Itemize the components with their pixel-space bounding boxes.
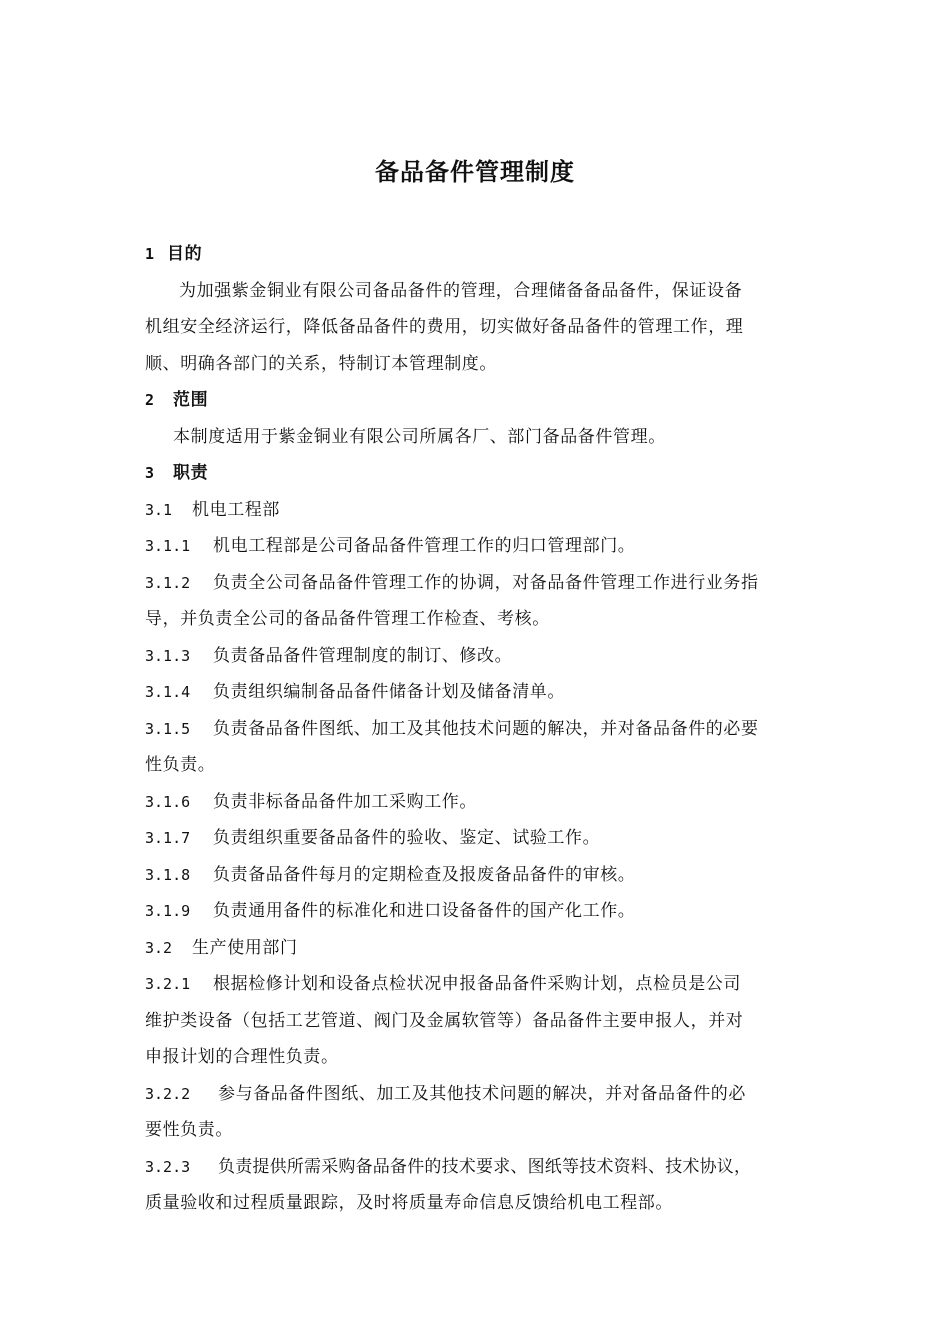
item-number: 3.1.9 bbox=[145, 902, 191, 920]
item-continuation: 性负责。 bbox=[145, 755, 216, 775]
item-text: 负责非标备品备件加工采购工作。 bbox=[213, 791, 477, 812]
item-continuation: 申报计划的合理性负责。 bbox=[145, 1047, 339, 1067]
subsection-heading-production-dept bbox=[145, 930, 813, 967]
subsection-number: 3.2 bbox=[145, 938, 173, 957]
section-heading-responsibilities bbox=[145, 455, 813, 492]
list-item bbox=[145, 857, 813, 894]
section-title: 范围 bbox=[173, 390, 209, 410]
item-number: 3.1.5 bbox=[145, 719, 191, 738]
item-number: 3.1.8 bbox=[145, 865, 191, 884]
item-number: 3.1.2 bbox=[145, 573, 191, 592]
list-item bbox=[145, 638, 813, 675]
subsection-title: 生产使用部门 bbox=[192, 937, 298, 958]
section-number: 1 bbox=[145, 245, 155, 263]
list-item bbox=[145, 820, 813, 857]
item-text: 负责全公司备品备件管理工作的协调，对备品备件管理工作进行业务指 bbox=[213, 572, 759, 593]
item-text: 负责备品备件每月的定期检查及报废备品备件的审核。 bbox=[213, 864, 636, 885]
item-text: 机电工程部是公司备品备件管理工作的归口管理部门。 bbox=[213, 536, 636, 556]
section-number: 3 bbox=[145, 464, 155, 482]
document-title: 备品备件管理制度 bbox=[375, 158, 575, 186]
section-heading-scope bbox=[145, 382, 813, 419]
paragraph-line: 本制度适用于紫金铜业有限公司所属各厂、部门备品备件管理。 bbox=[173, 426, 666, 447]
paragraph-line: 机组安全经济运行，降低备品备件的费用，切实做好备品备件的管理工作，理 bbox=[145, 317, 744, 337]
list-item bbox=[145, 528, 813, 565]
item-text: 参与备品备件图纸、加工及其他技术问题的解决，并对备品备件的必 bbox=[218, 1083, 746, 1104]
list-item bbox=[145, 1076, 813, 1113]
list-item bbox=[145, 674, 813, 711]
item-continuation: 维护类设备（包括工艺管道、阀门及金属软管等）备品备件主要申报人，并对 bbox=[145, 1010, 744, 1031]
item-number: 3.1.6 bbox=[145, 792, 191, 811]
document-body bbox=[145, 236, 813, 1222]
subsection-title: 机电工程部 bbox=[192, 499, 280, 520]
item-text: 负责组织重要备品备件的验收、鉴定、试验工作。 bbox=[213, 828, 601, 848]
item-text: 负责通用备件的标准化和进口设备备件的国产化工作。 bbox=[213, 901, 636, 921]
paragraph-line: 顺、明确各部门的关系，特制订本管理制度。 bbox=[145, 353, 497, 374]
paragraph-line: 为加强紫金铜业有限公司备品备件的管理，合理储备备品备件，保证设备 bbox=[179, 280, 743, 301]
section-title: 目的 bbox=[167, 244, 203, 264]
section-title: 职责 bbox=[173, 463, 209, 483]
list-item bbox=[145, 893, 813, 930]
item-number: 3.1.4 bbox=[145, 683, 191, 701]
subsection-heading-mechanical-dept bbox=[145, 492, 813, 529]
item-text: 负责提供所需采购备品备件的技术要求、图纸等技术资料、技术协议， bbox=[218, 1156, 752, 1177]
section-number: 2 bbox=[145, 391, 155, 409]
list-item bbox=[145, 966, 813, 1003]
subsection-number: 3.1 bbox=[145, 500, 173, 519]
item-text: 负责备品备件图纸、加工及其他技术问题的解决，并对备品备件的必要 bbox=[213, 718, 759, 739]
list-item bbox=[145, 784, 813, 821]
item-number: 3.1.7 bbox=[145, 829, 191, 847]
list-item bbox=[145, 565, 813, 602]
item-text: 根据检修计划和设备点检状况申报备品备件采购计划，点检员是公司 bbox=[213, 974, 741, 994]
item-number: 3.1.3 bbox=[145, 646, 191, 665]
item-continuation: 导，并负责全公司的备品备件管理工作检查、考核。 bbox=[145, 609, 550, 629]
item-text: 负责备品备件管理制度的制订、修改。 bbox=[213, 645, 513, 666]
item-continuation: 质量验收和过程质量跟踪，及时将质量寿命信息反馈给机电工程部。 bbox=[145, 1193, 673, 1213]
item-number: 3.1.1 bbox=[145, 537, 191, 555]
section-heading-purpose bbox=[145, 236, 813, 273]
item-number: 3.2.2 bbox=[145, 1084, 191, 1103]
item-continuation: 要性负责。 bbox=[145, 1120, 233, 1140]
item-number: 3.2.3 bbox=[145, 1157, 191, 1176]
item-number: 3.2.1 bbox=[145, 975, 191, 993]
item-text: 负责组织编制备品备件储备计划及储备清单。 bbox=[213, 682, 565, 702]
list-item bbox=[145, 1149, 813, 1186]
list-item bbox=[145, 711, 813, 748]
